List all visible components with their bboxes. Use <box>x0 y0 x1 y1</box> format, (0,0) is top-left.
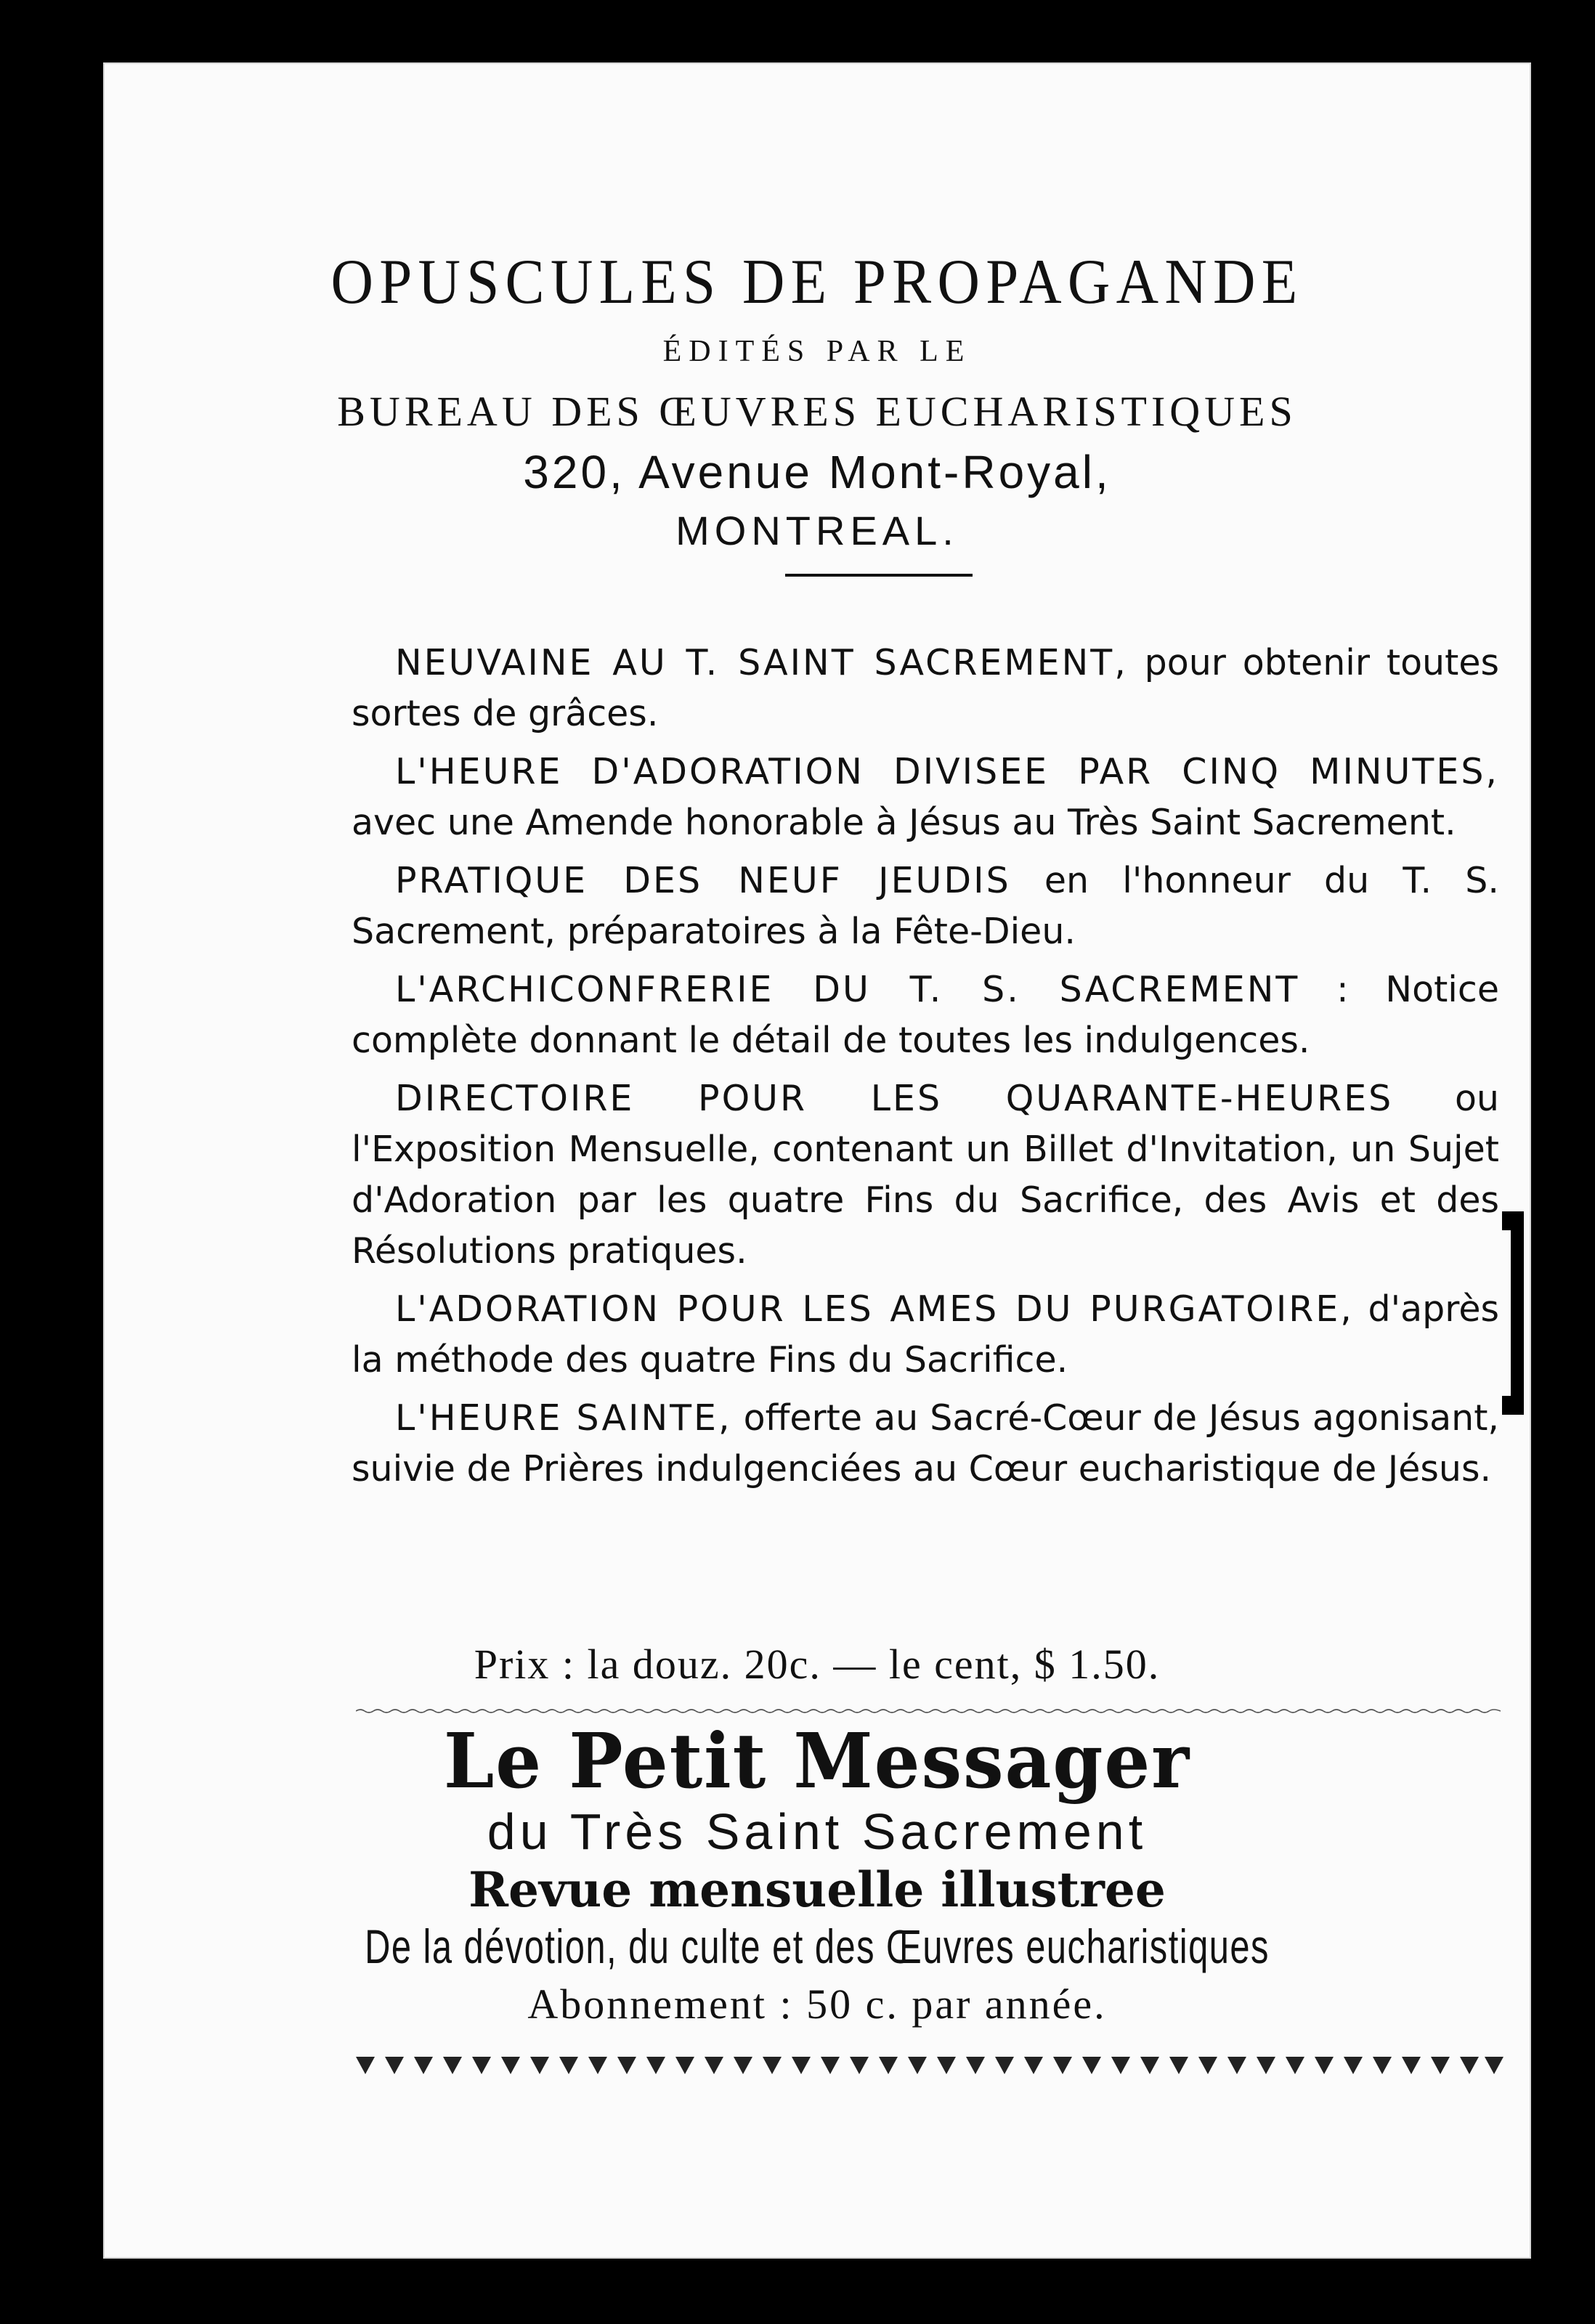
divider-rule <box>785 574 973 577</box>
publication-entry <box>352 747 1499 848</box>
publication-entry <box>352 1073 1499 1277</box>
entry-description: d'après la méthode des quatre Fins du Sacrifice. <box>352 1288 1499 1381</box>
publication-entry <box>352 638 1499 739</box>
publication-entry <box>352 856 1499 957</box>
entry-title: NEUVAINE AU T. SAINT SACREMENT, <box>395 642 1128 683</box>
publication-list <box>352 638 1499 1502</box>
entry-description: : Notice complète donnant le détail de toutes les indulgences. <box>352 969 1499 1061</box>
price-line: Prix : la douz. 20c. — le cent, $ 1.50. <box>474 1641 1161 1688</box>
binding-clip <box>1502 1396 1524 1415</box>
page-title: OPUSCULES DE PROPAGANDE <box>330 247 1304 317</box>
magazine-description: Revue mensuelle illustree <box>468 1861 1166 1918</box>
ornamental-border <box>356 2052 1503 2081</box>
entry-description: ou l'Exposition Mensuelle, contenant un Billet d'Invitation, un Sujet d'Adoration par les quatre Fins du Sacrifice, des Avis et des Résolutions pratiques. <box>352 1078 1499 1272</box>
entry-title: PRATIQUE DES NEUF JEUDIS <box>395 860 1011 901</box>
entry-title: L'HEURE SAINTE, <box>395 1397 732 1439</box>
entry-description: pour obtenir toutes sortes de grâces. <box>352 642 1499 734</box>
publication-entry <box>352 964 1499 1066</box>
publication-entry <box>352 1393 1499 1495</box>
entry-description: en l'honneur du T. S. Sacrement, préparatoires à la Fête-Dieu. <box>352 860 1499 952</box>
scan-speck <box>10 341 17 349</box>
wavy-divider <box>356 1708 1501 1714</box>
edited-by-line: ÉDITÉS PAR LE <box>662 335 972 368</box>
entry-description: offerte au Sacré-Cœur de Jésus agonisant, suivie de Prières indulgenciées au Cœur eucharistique de Jésus. <box>352 1397 1499 1490</box>
magazine-topic: De la dévotion, du culte et des Œuvres eucharistiques <box>365 1919 1270 1973</box>
entry-title: L'ARCHICONFRERIE DU T. S. SACREMENT <box>395 969 1300 1010</box>
magazine-title: Le Petit Messager <box>443 1716 1191 1805</box>
entry-description: avec une Amende honorable à Jésus au Très Saint Sacrement. <box>352 802 1456 843</box>
binding-mark <box>1511 1220 1524 1409</box>
scan-speck <box>7 385 13 391</box>
magazine-subtitle: du Très Saint Sacrement <box>487 1803 1148 1860</box>
page <box>103 62 1531 2259</box>
magazine-subscription: Abonnement : 50 c. par année. <box>527 1980 1107 2028</box>
entry-title: L'ADORATION POUR LES AMES DU PURGATOIRE, <box>395 1288 1354 1330</box>
publisher-city: MONTREAL. <box>675 508 959 553</box>
publisher-address: 320, Avenue Mont-Royal, <box>523 446 1111 498</box>
publisher-name: BUREAU DES ŒUVRES EUCHARISTIQUES <box>337 388 1297 435</box>
entry-title: DIRECTOIRE POUR LES QUARANTE-HEURES <box>395 1078 1394 1119</box>
entry-title: L'HEURE D'ADORATION DIVISEE PAR CINQ MINUTES, <box>395 751 1499 792</box>
publication-entry <box>352 1284 1499 1386</box>
